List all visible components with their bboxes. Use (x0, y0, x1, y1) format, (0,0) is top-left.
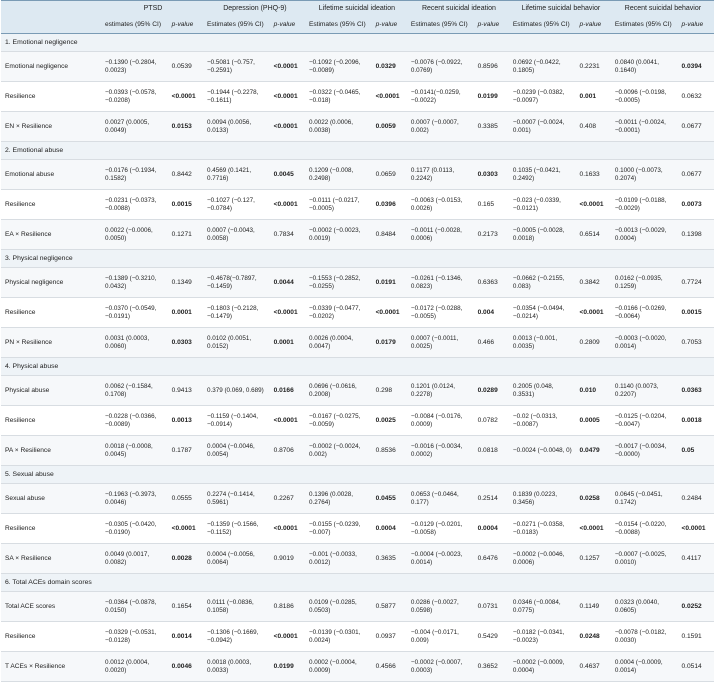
p-value-cell: 0.408 (577, 112, 612, 142)
estimate-cell: 0.0002 (−0.0004, 0.0009) (306, 652, 373, 682)
estimate-cell: −0.0002 (−0.0046, 0.0006) (510, 544, 577, 574)
p-value-cell: 0.8706 (271, 436, 306, 466)
row-label: Resilience (1, 82, 102, 112)
p-value-cell: 0.0191 (373, 268, 408, 298)
section-title: 4. Physical abuse (1, 358, 714, 376)
estimate-cell: 0.0323 (0.0040, 0.0605) (612, 592, 679, 622)
estimate-cell: 0.0094 (0.0056, 0.0133) (204, 112, 271, 142)
p-value-cell: 0.1398 (679, 220, 714, 250)
estimate-cell: −0.0011 (−0.0024, −0.0001) (612, 112, 679, 142)
estimate-cell: −0.0155 (−0.0239, −0.007) (306, 514, 373, 544)
estimate-cell: −0.1306 (−0.1669, −0.0942) (204, 622, 271, 652)
p-value-cell: 0.4566 (373, 652, 408, 682)
p-value-cell: 0.3385 (475, 112, 510, 142)
p-value-cell: 0.0252 (679, 592, 714, 622)
p-value-cell: <0.0001 (271, 298, 306, 328)
row-label: Resilience (1, 190, 102, 220)
row-label: Total ACE scores (1, 592, 102, 622)
estimate-cell: −0.0005 (−0.0028, 0.0018) (510, 220, 577, 250)
estimate-cell: −0.0167 (−0.0275, −0.0059) (306, 406, 373, 436)
header-outcome: Recent suicidal ideation (408, 1, 510, 18)
estimate-cell: 0.0007 (−0.0043, 0.0058) (204, 220, 271, 250)
header-p-value: p-value (271, 17, 306, 34)
row-label: SA × Resilience (1, 544, 102, 574)
estimate-cell: −0.1027 (−0.127, −0.0784) (204, 190, 271, 220)
p-value-cell: 0.2231 (577, 52, 612, 82)
p-value-cell: 0.1787 (169, 436, 204, 466)
row-label: Emotional negligence (1, 52, 102, 82)
p-value-cell: 0.4637 (577, 652, 612, 682)
table-row (1, 436, 714, 466)
estimate-cell: 0.0109 (−0.0285, 0.0503) (306, 592, 373, 622)
p-value-cell: 0.0539 (169, 52, 204, 82)
p-value-cell: 0.0258 (577, 484, 612, 514)
header-estimates: estimates (95% CI) (102, 17, 169, 34)
p-value-cell: 0.3652 (475, 652, 510, 682)
header-outcome: Recent suicidal behavior (612, 1, 714, 18)
p-value-cell: <0.0001 (271, 190, 306, 220)
p-value-cell: 0.0394 (679, 52, 714, 82)
p-value-cell: 0.3842 (577, 268, 612, 298)
estimate-cell: 0.0840 (0.0041, 0.1640) (612, 52, 679, 82)
estimate-cell: −0.0182 (−0.0341, −0.0023) (510, 622, 577, 652)
p-value-cell: 0.9019 (271, 544, 306, 574)
estimate-cell: −0.1963 (−0.3973, 0.0046) (102, 484, 169, 514)
header-row-subheaders (1, 17, 714, 34)
estimate-cell: 0.1177 (0.0113, 0.2242) (408, 160, 475, 190)
estimate-cell: −0.0078 (−0.0182, 0.0030) (612, 622, 679, 652)
p-value-cell: 0.9413 (169, 376, 204, 406)
p-value-cell: 0.7053 (679, 328, 714, 358)
estimate-cell: 0.1201 (0.0124, 0.2278) (408, 376, 475, 406)
estimate-cell: −0.0370 (−0.0549, −0.0191) (102, 298, 169, 328)
p-value-cell: 0.2173 (475, 220, 510, 250)
table-row (1, 544, 714, 574)
estimate-cell: −0.023 (−0.0339, −0.0121) (510, 190, 577, 220)
p-value-cell: <0.0001 (271, 406, 306, 436)
p-value-cell: 0.0659 (373, 160, 408, 190)
p-value-cell: 0.0059 (373, 112, 408, 142)
estimate-cell: −0.0111 (−0.0217, −0.0005) (306, 190, 373, 220)
estimate-cell: 0.0007 (−0.0007, 0.002) (408, 112, 475, 142)
estimate-cell: −0.0004 (−0.0023, 0.0014) (408, 544, 475, 574)
estimate-cell: −0.0002 (−0.0007, 0.0003) (408, 652, 475, 682)
section-header-row (1, 358, 714, 376)
estimate-cell: −0.0329 (−0.0531, −0.0128) (102, 622, 169, 652)
row-label: Sexual abuse (1, 484, 102, 514)
estimate-cell: −0.0231 (−0.0373, −0.0088) (102, 190, 169, 220)
header-p-value: p-value (169, 17, 204, 34)
estimate-cell: −0.0172 (−0.0288, −0.0055) (408, 298, 475, 328)
p-value-cell: 0.0555 (169, 484, 204, 514)
p-value-cell: 0.0153 (169, 112, 204, 142)
row-label: EN × Resilience (1, 112, 102, 142)
estimate-cell: −0.0011 (−0.0028, 0.0006) (408, 220, 475, 250)
estimate-cell: −0.0141(−0.0259, −0.0022) (408, 82, 475, 112)
p-value-cell: 0.0818 (475, 436, 510, 466)
table-row (1, 220, 714, 250)
estimate-cell: −0.0239 (−0.0382, −0.0097) (510, 82, 577, 112)
estimate-cell: −0.0261 (−0.1346, 0.0823) (408, 268, 475, 298)
p-value-cell: <0.0001 (169, 82, 204, 112)
estimate-cell: −0.0002 (−0.0024, 0.002) (306, 436, 373, 466)
p-value-cell: 0.2484 (679, 484, 714, 514)
section-header-row (1, 142, 714, 160)
table-row (1, 82, 714, 112)
row-label: Resilience (1, 514, 102, 544)
estimate-cell: 0.1140 (0.0073, 0.2207) (612, 376, 679, 406)
table-row (1, 190, 714, 220)
p-value-cell: 0.0179 (373, 328, 408, 358)
p-value-cell: 0.0013 (169, 406, 204, 436)
estimate-cell: −0.1159 (−0.1404, −0.0914) (204, 406, 271, 436)
table-row (1, 52, 714, 82)
estimate-cell: −0.0024 (−0.0048, 0) (510, 436, 577, 466)
p-value-cell: 0.8596 (475, 52, 510, 82)
p-value-cell: <0.0001 (271, 52, 306, 82)
p-value-cell: 0.0303 (169, 328, 204, 358)
estimate-cell: −0.0013 (−0.0029, 0.0004) (612, 220, 679, 250)
p-value-cell: 0.0677 (679, 112, 714, 142)
p-value-cell: 0.8442 (169, 160, 204, 190)
p-value-cell: 0.0044 (271, 268, 306, 298)
p-value-cell: 0.7724 (679, 268, 714, 298)
table-row (1, 622, 714, 652)
p-value-cell: 0.3635 (373, 544, 408, 574)
estimate-cell: 0.0004 (−0.0056, 0.0064) (204, 544, 271, 574)
header-estimates: Estimates (95% CI) (306, 17, 373, 34)
table-row (1, 268, 714, 298)
p-value-cell: 0.1654 (169, 592, 204, 622)
estimate-cell: −0.0076 (−0.0922, 0.0769) (408, 52, 475, 82)
p-value-cell: 0.0455 (373, 484, 408, 514)
estimate-cell: 0.0692 (−0.0422, 0.1805) (510, 52, 577, 82)
estimate-cell: −0.1944 (−0.2278, −0.1611) (204, 82, 271, 112)
row-label: Emotional abuse (1, 160, 102, 190)
estimate-cell: 0.0018 (−0.0008, 0.0045) (102, 436, 169, 466)
header-outcome: Depression (PHQ-9) (204, 1, 306, 18)
section-header-row (1, 466, 714, 484)
p-value-cell: 0.0632 (679, 82, 714, 112)
header-outcome: PTSD (102, 1, 204, 18)
section-header-row (1, 250, 714, 268)
p-value-cell: <0.0001 (271, 82, 306, 112)
estimate-cell: −0.0016 (−0.0034, 0.0002) (408, 436, 475, 466)
table-row (1, 160, 714, 190)
p-value-cell: 0.0001 (169, 298, 204, 328)
estimate-cell: 0.1209 (−0.008, 0.2498) (306, 160, 373, 190)
p-value-cell: 0.2809 (577, 328, 612, 358)
p-value-cell: 0.2514 (475, 484, 510, 514)
section-title: 5. Sexual abuse (1, 466, 714, 484)
header-corner (1, 1, 102, 18)
p-value-cell: <0.0001 (373, 298, 408, 328)
estimate-cell: −0.0305 (−0.0420, −0.0190) (102, 514, 169, 544)
p-value-cell: 0.0004 (373, 514, 408, 544)
estimate-cell: −0.0662 (−0.2155, 0.083) (510, 268, 577, 298)
estimate-cell: 0.2274 (−0.1414, 0.5961) (204, 484, 271, 514)
p-value-cell: 0.0199 (475, 82, 510, 112)
p-value-cell: <0.0001 (271, 112, 306, 142)
p-value-cell: 0.0396 (373, 190, 408, 220)
p-value-cell: 0.0363 (679, 376, 714, 406)
results-table (1, 0, 714, 682)
p-value-cell: 0.1633 (577, 160, 612, 190)
estimate-cell: −0.0393 (−0.0578, −0.0208) (102, 82, 169, 112)
estimate-cell: −0.0007 (−0.0025, 0.0010) (612, 544, 679, 574)
p-value-cell: 0.0018 (679, 406, 714, 436)
p-value-cell: 0.1349 (169, 268, 204, 298)
estimate-cell: 0.0696 (−0.0616, 0.2008) (306, 376, 373, 406)
header-outcome: Lifetime suicidal behavior (510, 1, 612, 18)
table-row (1, 406, 714, 436)
p-value-cell: <0.0001 (271, 622, 306, 652)
p-value-cell: 0.0005 (577, 406, 612, 436)
p-value-cell: 0.0677 (679, 160, 714, 190)
table-row (1, 514, 714, 544)
estimate-cell: −0.001 (−0.0033, 0.0012) (306, 544, 373, 574)
estimate-cell: 0.0111 (−0.0836, 0.1058) (204, 592, 271, 622)
row-label: Physical negligence (1, 268, 102, 298)
estimate-cell: 0.0031 (0.0003, 0.0060) (102, 328, 169, 358)
estimate-cell: −0.0007 (−0.0024, 0.001) (510, 112, 577, 142)
p-value-cell: 0.298 (373, 376, 408, 406)
estimate-cell: −0.0271 (−0.0358, −0.0183) (510, 514, 577, 544)
p-value-cell: 0.0248 (577, 622, 612, 652)
p-value-cell: <0.0001 (577, 514, 612, 544)
header-estimates: Estimates (95% CI) (612, 17, 679, 34)
p-value-cell: 0.0046 (169, 652, 204, 682)
header-p-value: p-value (373, 17, 408, 34)
row-label: T ACEs × Resilience (1, 652, 102, 682)
p-value-cell: 0.5877 (373, 592, 408, 622)
header-estimates: Estimates (95% CI) (204, 17, 271, 34)
estimate-cell: −0.0003 (−0.0020, 0.0014) (612, 328, 679, 358)
p-value-cell: 0.0199 (271, 652, 306, 682)
p-value-cell: 0.010 (577, 376, 612, 406)
estimate-cell: −0.0129 (−0.0201, −0.0058) (408, 514, 475, 544)
row-label: PN × Resilience (1, 328, 102, 358)
estimate-cell: 0.0012 (0.0004, 0.0020) (102, 652, 169, 682)
estimate-cell: 0.0004 (−0.0046, 0.0054) (204, 436, 271, 466)
p-value-cell: <0.0001 (169, 514, 204, 544)
p-value-cell: 0.0015 (169, 190, 204, 220)
estimate-cell: 0.379 (0.069, 0.689) (204, 376, 271, 406)
estimate-cell: 0.0049 (0.0017, 0.0082) (102, 544, 169, 574)
header-row-outcomes (1, 1, 714, 18)
p-value-cell: 0.0004 (475, 514, 510, 544)
p-value-cell: 0.1271 (169, 220, 204, 250)
estimate-cell: −0.0154 (−0.0220, −0.0088) (612, 514, 679, 544)
estimate-cell: −0.0228 (−0.0366, −0.0089) (102, 406, 169, 436)
p-value-cell: 0.0025 (373, 406, 408, 436)
table-row (1, 592, 714, 622)
p-value-cell: 0.0028 (169, 544, 204, 574)
p-value-cell: 0.8484 (373, 220, 408, 250)
estimate-cell: −0.5081 (−0.757, −0.2591) (204, 52, 271, 82)
header-p-value: p-value (577, 17, 612, 34)
header-estimates: Estimates (95% CI) (510, 17, 577, 34)
estimate-cell: 0.0062 (−0.1584, 0.1708) (102, 376, 169, 406)
p-value-cell: 0.0514 (679, 652, 714, 682)
p-value-cell: <0.0001 (577, 298, 612, 328)
p-value-cell: 0.4117 (679, 544, 714, 574)
p-value-cell: 0.0782 (475, 406, 510, 436)
estimate-cell: 0.0162 (−0.0935, 0.1259) (612, 268, 679, 298)
p-value-cell: 0.0479 (577, 436, 612, 466)
header-outcome: Lifetime suicidal ideation (306, 1, 408, 18)
estimate-cell: 0.0004 (−0.0009, 0.0014) (612, 652, 679, 682)
estimate-cell: 0.0027 (0.0005, 0.0049) (102, 112, 169, 142)
p-value-cell: 0.165 (475, 190, 510, 220)
estimate-cell: 0.0102 (0.0051, 0.0152) (204, 328, 271, 358)
header-estimates: Estimates (95% CI) (408, 17, 475, 34)
p-value-cell: <0.0001 (373, 82, 408, 112)
p-value-cell: 0.6476 (475, 544, 510, 574)
estimate-cell: −0.0364 (−0.0878, 0.0150) (102, 592, 169, 622)
header-corner (1, 17, 102, 34)
p-value-cell: 0.0937 (373, 622, 408, 652)
estimate-cell: −0.1553 (−0.2852, −0.0255) (306, 268, 373, 298)
estimate-cell: 0.0026 (0.0004, 0.0047) (306, 328, 373, 358)
estimate-cell: 0.1035 (−0.0421, 0.2492) (510, 160, 577, 190)
row-label: Physical abuse (1, 376, 102, 406)
p-value-cell: 0.004 (475, 298, 510, 328)
estimate-cell: −0.1359 (−0.1566, −0.1152) (204, 514, 271, 544)
estimate-cell: 0.1839 (0.0223, 0.3456) (510, 484, 577, 514)
estimate-cell: −0.0139 (−0.0301, 0.0024) (306, 622, 373, 652)
p-value-cell: 0.8536 (373, 436, 408, 466)
p-value-cell: 0.5429 (475, 622, 510, 652)
estimate-cell: −0.1092 (−0.2096, −0.0089) (306, 52, 373, 82)
estimate-cell: −0.0176 (−0.1934, 0.1582) (102, 160, 169, 190)
estimate-cell: −0.0002 (−0.0023, 0.0019) (306, 220, 373, 250)
p-value-cell: 0.0731 (475, 592, 510, 622)
p-value-cell: 0.0045 (271, 160, 306, 190)
table-body (1, 34, 714, 682)
p-value-cell: 0.0001 (271, 328, 306, 358)
estimate-cell: −0.4678(−0.7897, −0.1459) (204, 268, 271, 298)
p-value-cell: 0.6514 (577, 220, 612, 250)
estimate-cell: 0.0346 (−0.0084, 0.0775) (510, 592, 577, 622)
estimate-cell: −0.0109 (−0.0188, −0.0029) (612, 190, 679, 220)
p-value-cell: 0.466 (475, 328, 510, 358)
section-title: 6. Total ACEs domain scores (1, 574, 714, 592)
estimate-cell: 0.0022 (0.0006, 0.0038) (306, 112, 373, 142)
estimate-cell: 0.0007 (−0.0011, 0.0025) (408, 328, 475, 358)
row-label: EA × Resilience (1, 220, 102, 250)
p-value-cell: 0.2267 (271, 484, 306, 514)
table-row (1, 376, 714, 406)
p-value-cell: 0.001 (577, 82, 612, 112)
p-value-cell: 0.1149 (577, 592, 612, 622)
p-value-cell: 0.0289 (475, 376, 510, 406)
section-header-row (1, 34, 714, 52)
estimate-cell: −0.0166 (−0.0269, −0.0064) (612, 298, 679, 328)
estimate-cell: 0.4569 (0.1421, 0.7716) (204, 160, 271, 190)
estimate-cell: −0.0002 (−0.0009, 0.0004) (510, 652, 577, 682)
p-value-cell: 0.7834 (271, 220, 306, 250)
p-value-cell: 0.0303 (475, 160, 510, 190)
estimate-cell: 0.0286 (−0.0027, 0.0598) (408, 592, 475, 622)
estimate-cell: −0.0096 (−0.0198, −0.0005) (612, 82, 679, 112)
row-label: Resilience (1, 298, 102, 328)
estimate-cell: −0.0063 (−0.0153, 0.0026) (408, 190, 475, 220)
estimate-cell: −0.0017 (−0.0034, −0.0000) (612, 436, 679, 466)
p-value-cell: <0.0001 (577, 190, 612, 220)
section-title: 2. Emotional abuse (1, 142, 714, 160)
row-label: Resilience (1, 406, 102, 436)
estimate-cell: −0.0339 (−0.0477, −0.0202) (306, 298, 373, 328)
row-label: Resilience (1, 622, 102, 652)
p-value-cell: 0.1257 (577, 544, 612, 574)
header-p-value: p-value (679, 17, 714, 34)
p-value-cell: 0.0329 (373, 52, 408, 82)
p-value-cell: 0.0014 (169, 622, 204, 652)
section-title: 1. Emotional negligence (1, 34, 714, 52)
estimate-cell: 0.1000 (−0.0073, 0.2074) (612, 160, 679, 190)
estimate-cell: 0.0645 (−0.0451, 0.1742) (612, 484, 679, 514)
p-value-cell: <0.0001 (679, 514, 714, 544)
estimate-cell: 0.0022 (−0.0006, 0.0050) (102, 220, 169, 250)
section-header-row (1, 574, 714, 592)
p-value-cell: 0.8186 (271, 592, 306, 622)
p-value-cell: 0.0166 (271, 376, 306, 406)
p-value-cell: 0.0015 (679, 298, 714, 328)
p-value-cell: 0.6363 (475, 268, 510, 298)
p-value-cell: 0.1591 (679, 622, 714, 652)
header-p-value: p-value (475, 17, 510, 34)
table-row (1, 112, 714, 142)
estimate-cell: −0.02 (−0.0313, −0.0087) (510, 406, 577, 436)
table-row (1, 484, 714, 514)
estimate-cell: −0.0125 (−0.0204, −0.0047) (612, 406, 679, 436)
table-row (1, 652, 714, 682)
p-value-cell: <0.0001 (271, 514, 306, 544)
estimate-cell: 0.0653 (−0.0464, 0.177) (408, 484, 475, 514)
estimate-cell: 0.0013 (−0.001, 0.0035) (510, 328, 577, 358)
estimate-cell: −0.004 (−0.0171, 0.009) (408, 622, 475, 652)
p-value-cell: 0.0073 (679, 190, 714, 220)
estimate-cell: −0.0084 (−0.0176, 0.0009) (408, 406, 475, 436)
section-title: 3. Physical negligence (1, 250, 714, 268)
estimate-cell: −0.1390 (−0.2804, 0.0023) (102, 52, 169, 82)
estimate-cell: 0.2005 (0.048, 0.3531) (510, 376, 577, 406)
row-label: PA × Resilience (1, 436, 102, 466)
estimate-cell: −0.1803 (−0.2128, −0.1479) (204, 298, 271, 328)
estimate-cell: −0.1389 (−0.3210, 0.0432) (102, 268, 169, 298)
estimate-cell: −0.0322 (−0.0465, −0.018) (306, 82, 373, 112)
table-row (1, 328, 714, 358)
estimate-cell: 0.1396 (0.0028, 0.2764) (306, 484, 373, 514)
p-value-cell: 0.05 (679, 436, 714, 466)
estimate-cell: −0.0354 (−0.0494, −0.0214) (510, 298, 577, 328)
table-row (1, 298, 714, 328)
estimate-cell: 0.0018 (0.0003, 0.0033) (204, 652, 271, 682)
